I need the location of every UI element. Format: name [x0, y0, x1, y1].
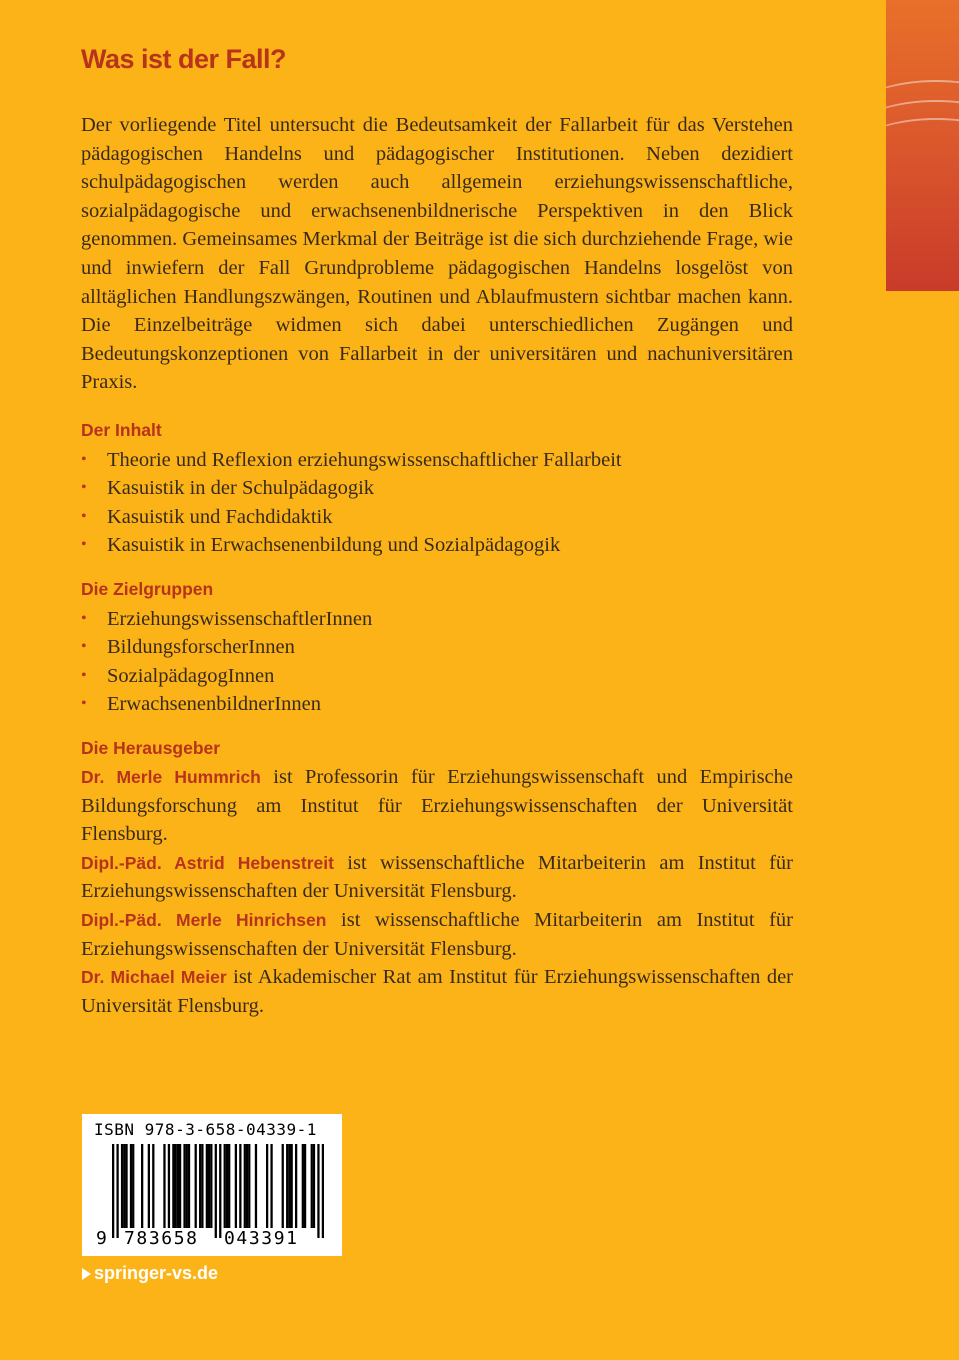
- intro-paragraph: Der vorliegende Titel untersucht die Bedeutsamkeit der Fallarbeit für das Verstehen pädagogischen Handelns und pädagogischer Institutionen. Neben dezidiert schulpädagogischen werden auch allgemein erziehungswissenschaftliche, sozialpädagogische und erwachsenenbildnerische Perspektiven in den Blick genommen. Gemeinsames Merkmal der Beiträge ist die sich durchziehende Frage, wie und inwiefern der Fall Grundprobleme pädagogischen Handelns losgelöst von alltäglichen Handlungszwängen, Routinen und Ablaufmustern sichtbar machen kann. Die Einzelbeiträge widmen sich dabei unterschiedlichen Zugängen und Bedeutungskonzeptionen von Fallarbeit in der universitären und nachuniversitären Praxis.: [81, 114, 793, 394]
- barcode-bar: [148, 1144, 150, 1228]
- editor-name: Dr. Michael Meier: [81, 967, 227, 988]
- barcode-bar: [201, 1144, 203, 1228]
- ean-right-digits: 043391: [224, 1228, 299, 1249]
- barcode-bar: [172, 1144, 174, 1228]
- list-item: • Kasuistik und Fachdidaktik: [81, 503, 793, 532]
- barcode-bar: [226, 1144, 228, 1228]
- barcode-bar: [228, 1144, 230, 1228]
- barcode-bar: [266, 1144, 268, 1228]
- corner-decoration: [886, 0, 959, 291]
- barcode-bar: [132, 1144, 134, 1228]
- ean-first-digit: 9: [96, 1228, 107, 1249]
- barcode-bar: [112, 1144, 114, 1238]
- editor-bio: [81, 963, 793, 1020]
- barcode-bar: [163, 1144, 165, 1228]
- contents-heading: Der Inhalt: [81, 419, 162, 440]
- isbn-barcode: [82, 1114, 342, 1256]
- barcode-bar: [295, 1144, 297, 1228]
- barcode-bar: [248, 1144, 250, 1228]
- audience-heading: Die Zielgruppen: [81, 578, 214, 599]
- back-cover-content: [81, 111, 793, 1020]
- list-item: • Theorie und Reflexion erziehungswissenschaftlicher Fallarbeit: [81, 446, 793, 475]
- barcode-bar: [255, 1144, 257, 1228]
- editor-description: ist Akademischer Rat am Institut für Erziehungswissenschaften der Universität Flensburg.: [81, 966, 793, 1017]
- arrow-right-icon: [82, 1268, 91, 1280]
- barcode-bar: [270, 1144, 272, 1228]
- barcode-bar: [302, 1144, 304, 1228]
- barcode-bar: [208, 1144, 210, 1228]
- barcode-bar: [219, 1144, 221, 1238]
- barcode-bar: [116, 1144, 118, 1238]
- barcode-bar: [206, 1144, 208, 1228]
- barcode-bar: [317, 1144, 319, 1238]
- editor-name: Dr. Merle Hummrich: [81, 766, 261, 787]
- ean-left-digits: 783658: [124, 1228, 199, 1249]
- barcode-bar: [239, 1144, 241, 1228]
- barcode-bar: [179, 1144, 181, 1228]
- editor-description: ist Professorin für Erziehungswissenschaft und Empirische Bildungsforschung am Institut für Erziehungswissenschaften der Universität Flensburg.: [81, 765, 793, 846]
- list-item: • BildungsforscherInnen: [81, 633, 793, 662]
- list-item: • ErwachsenenbildnerInnen: [81, 690, 793, 719]
- publisher-link[interactable]: [82, 1263, 218, 1284]
- barcode-bar: [313, 1144, 315, 1228]
- barcode-bar: [130, 1144, 132, 1228]
- barcode-bar: [152, 1144, 154, 1228]
- barcode-bar: [125, 1144, 127, 1228]
- list-item: • Kasuistik in Erwachsenenbildung und Sozialpädagogik: [81, 531, 793, 560]
- editor-bio: [81, 849, 793, 906]
- barcode-bar: [168, 1144, 170, 1228]
- barcode-bar: [123, 1144, 125, 1228]
- contents-list: [81, 446, 793, 560]
- barcode-bar: [141, 1144, 143, 1228]
- editors-heading: Die Herausgeber: [81, 737, 221, 758]
- audience-list: [81, 605, 793, 719]
- barcode-bar: [177, 1144, 179, 1228]
- barcode-bar: [186, 1144, 188, 1228]
- editor-name: Dipl.-Päd. Astrid Hebenstreit: [81, 852, 334, 873]
- list-item: • ErziehungswissenschaftlerInnen: [81, 605, 793, 634]
- barcode-bar: [188, 1144, 190, 1228]
- barcode-bar: [244, 1144, 246, 1228]
- barcode-bar: [291, 1144, 293, 1228]
- barcode-bar: [311, 1144, 313, 1228]
- editor-description: ist wissenschaftliche Mitarbeiterin am Institut für Erziehungswissenschaften der Universität Flensburg.: [81, 851, 793, 903]
- editor-bio: [81, 763, 793, 849]
- barcode-bar: [235, 1144, 237, 1228]
- barcode-bar: [199, 1144, 201, 1228]
- barcode-bar: [183, 1144, 185, 1228]
- barcode-bar: [246, 1144, 248, 1228]
- barcode-bar: [322, 1144, 324, 1238]
- barcode-bar: [304, 1144, 306, 1228]
- barcode-bar: [121, 1144, 123, 1228]
- barcode-bar: [210, 1144, 212, 1228]
- barcode-bar: [224, 1144, 226, 1228]
- editor-description: ist wissenschaftliche Mitarbeiterin am Institut für Erziehungswissenschaften der Universität Flensburg.: [81, 908, 794, 960]
- isbn-label: ISBN 978-3-658-04339-1: [94, 1120, 317, 1139]
- barcode-bar: [215, 1144, 217, 1238]
- editor-bio: [81, 906, 793, 963]
- editor-name: Dipl.-Päd. Merle Hinrichsen: [81, 909, 327, 930]
- barcode-bar: [174, 1144, 176, 1228]
- list-item: • SozialpädagogInnen: [81, 662, 793, 691]
- list-item: • Kasuistik in der Schulpädagogik: [81, 474, 793, 503]
- website-label: springer-vs.de: [94, 1263, 219, 1283]
- barcode-bars: [112, 1144, 324, 1238]
- page-title: Was ist der Fall?: [81, 44, 287, 74]
- barcode-bar: [288, 1144, 290, 1228]
- barcode-bar: [286, 1144, 288, 1228]
- barcode-bar: [195, 1144, 197, 1228]
- barcode-bar: [282, 1144, 284, 1228]
